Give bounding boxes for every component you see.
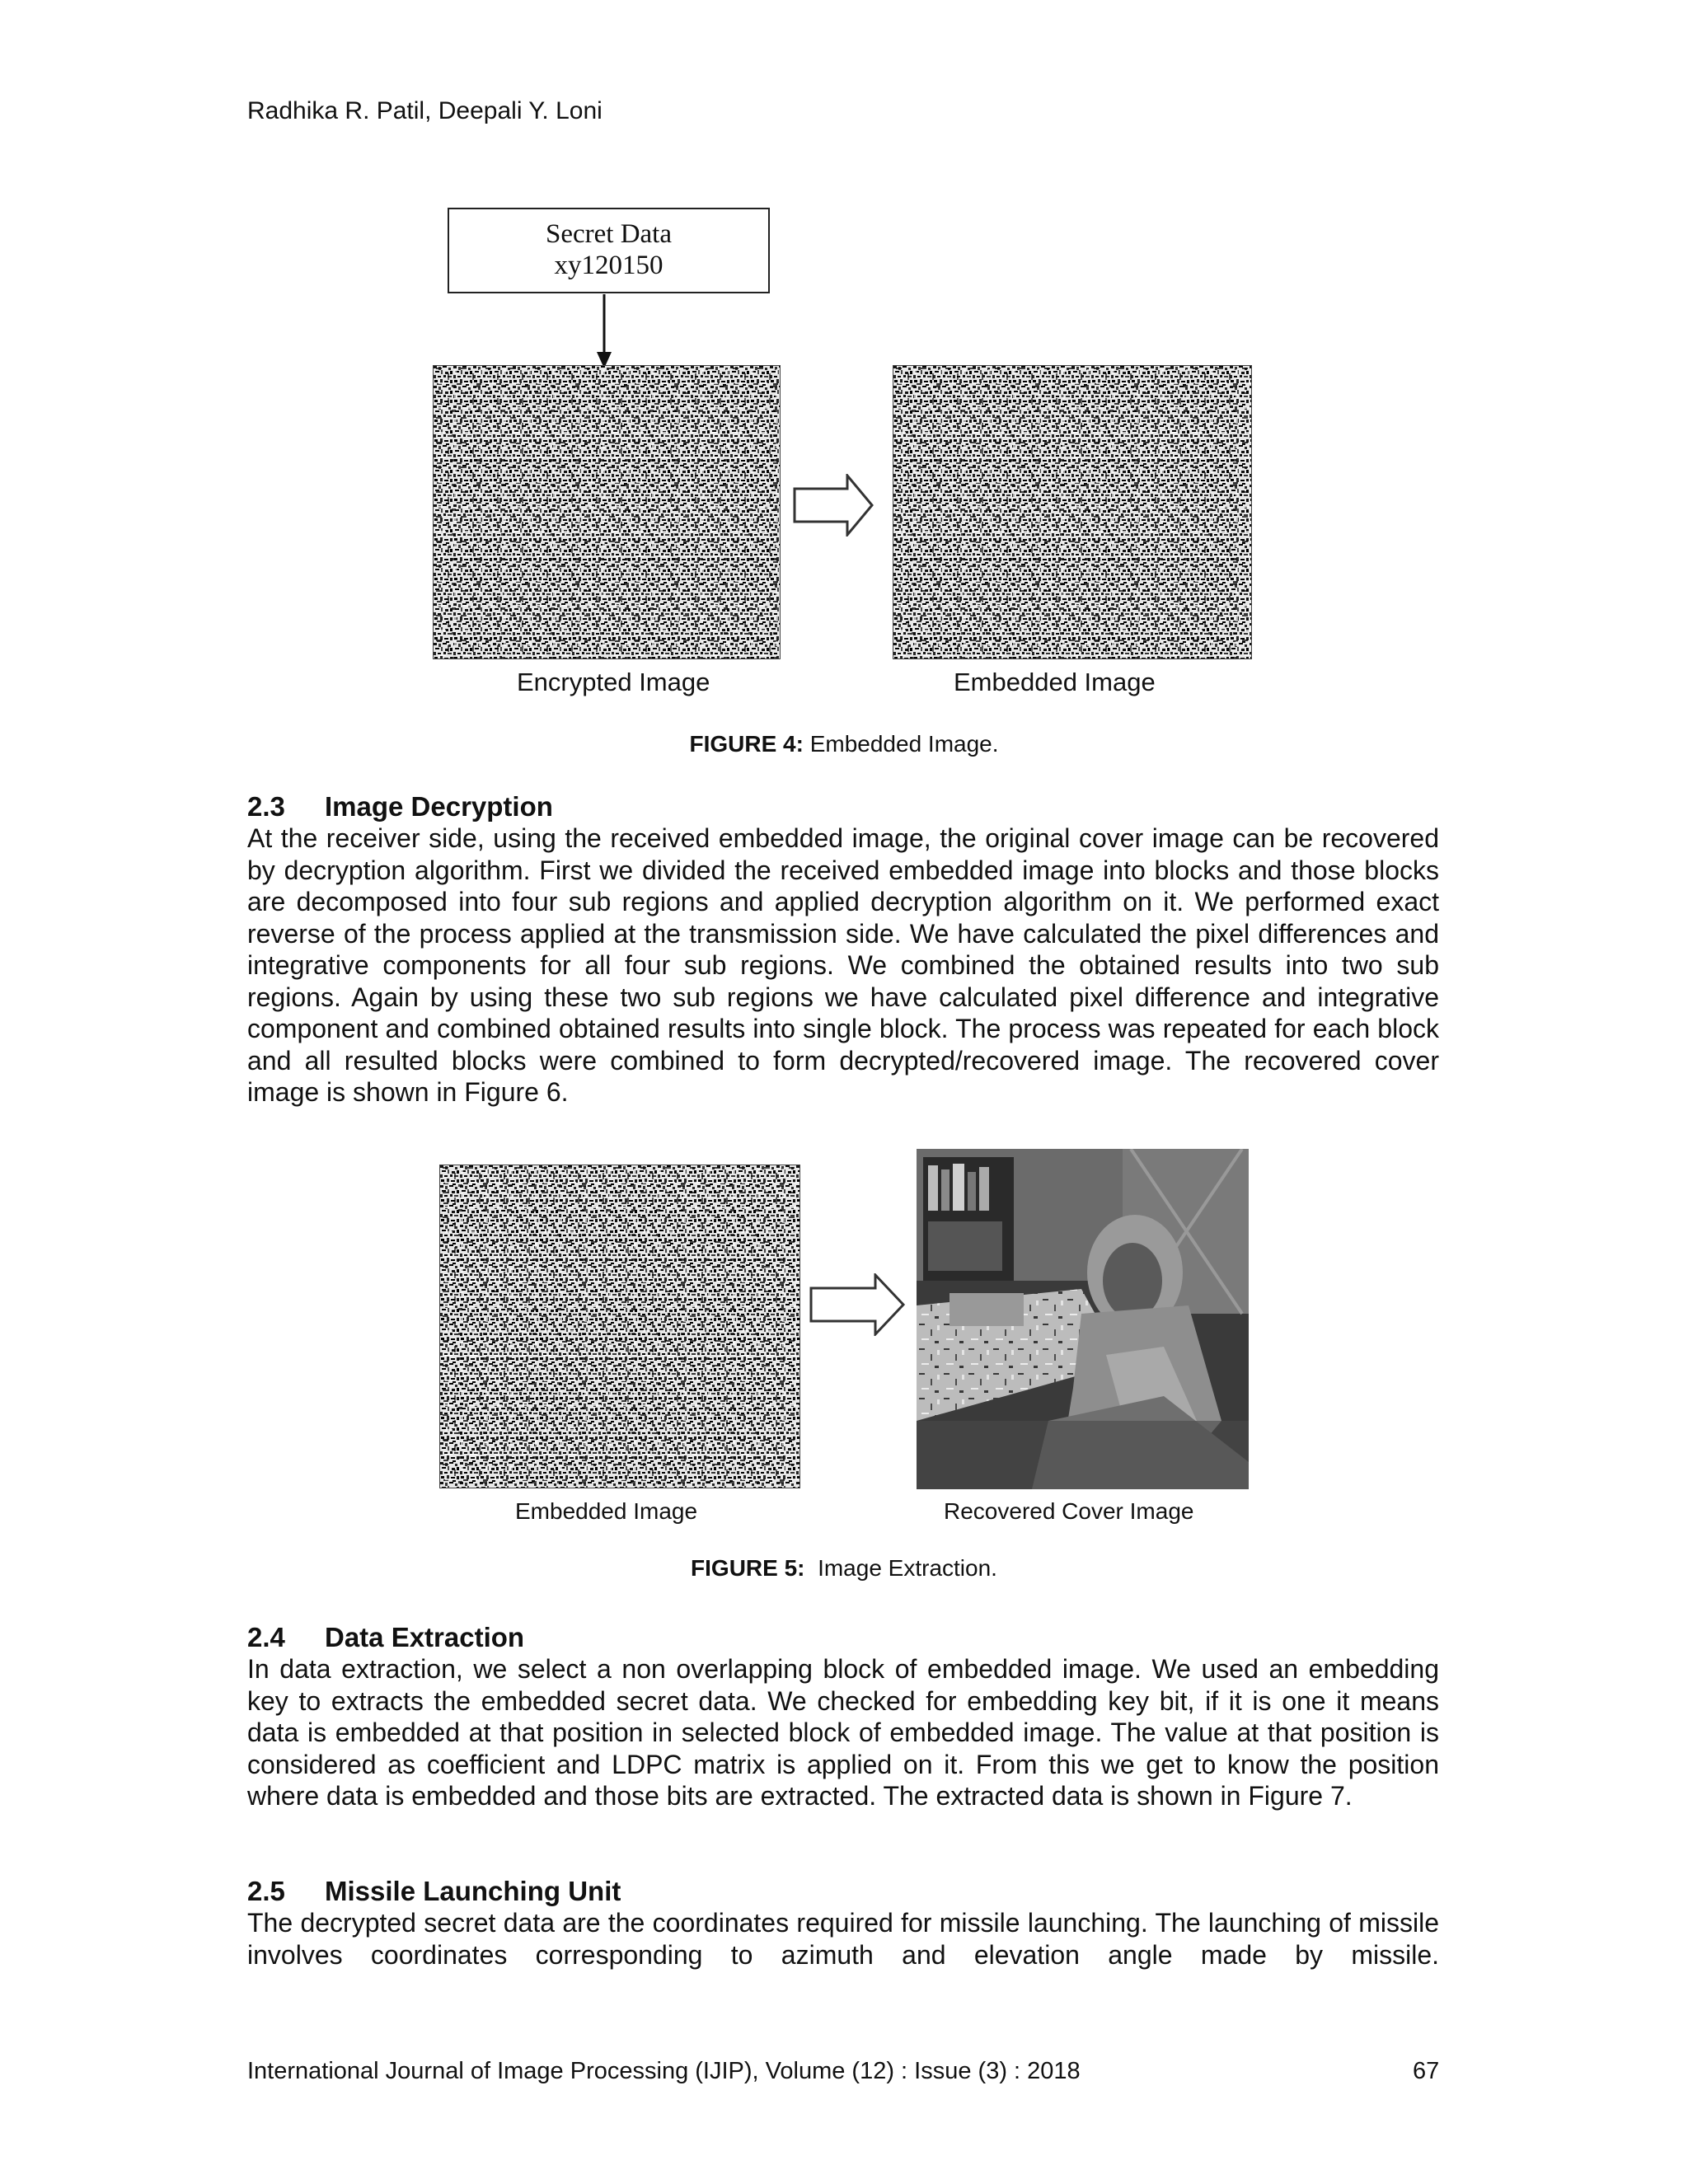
figure-4-caption-text: Embedded Image. xyxy=(803,731,999,757)
encrypted-image xyxy=(433,365,781,659)
section-2-5-paragraph: The decrypted secret data are the coordinates required for missile launching. The launching of missile involves coordinates corresponding to azimuth and elevation angle made by missile. xyxy=(247,1908,1439,1970)
embedded-image-fig5 xyxy=(439,1165,800,1488)
section-title: Missile Launching Unit xyxy=(325,1876,621,1906)
section-heading-2-5 xyxy=(247,1876,621,1907)
recovered-cover-image xyxy=(917,1149,1249,1489)
section-heading-2-4 xyxy=(247,1622,524,1653)
embedded-image-label: Embedded Image xyxy=(954,668,1156,696)
figure-4-caption xyxy=(0,731,1688,757)
section-2-4-paragraph: In data extraction, we select a non overlapping block of embedded image. We used an embedding key to extracts the embedded secret data. We checked for embedding key bit, if it is one it means data is embedded at that position in selected block of embedded image. The value at that position is considered as coefficient and LDPC matrix is applied on it. From this we get to know the position where data is embedded and those bits are extracted. The extracted data is shown in Figure 7. xyxy=(247,1654,1439,1811)
footer-journal-info: International Journal of Image Processing (IJIP), Volume (12) : Issue (3) : 2018 xyxy=(247,2058,1081,2084)
secret-data-value: xy120150 xyxy=(554,251,663,280)
embedded-image-label-fig5: Embedded Image xyxy=(515,1498,698,1524)
section-number: 2.4 xyxy=(247,1622,285,1652)
figure-5-caption-text: Image Extraction. xyxy=(804,1555,997,1581)
figure-4-caption-label: FIGURE 4: xyxy=(689,731,804,757)
secret-data-box xyxy=(448,208,770,293)
secret-data-label: Secret Data xyxy=(546,219,672,249)
section-2-3-paragraph: At the receiver side, using the received embedded image, the original cover image can be recovered by decryption algorithm. First we divided the received embedded image into blocks and those blocks are decomposed into four sub regions and applied decryption algorithm on it. We performed exact reverse of the process applied at the transmission side. We have calculated the pixel differences and integrative components for all four sub regions. We combined the obtained results into two sub regions. Again by using these two sub regions we have calculated pixel difference and integrative component and combined obtained results into single block. The process was repeated for each block and all resulted blocks were combined to form decrypted/recovered image. The recovered cover image is shown in Figure 6. xyxy=(247,823,1439,1107)
right-arrow-icon xyxy=(809,1273,908,1336)
down-arrow-icon xyxy=(577,293,635,371)
page-number: 67 xyxy=(1413,2058,1440,2084)
section-heading-2-3 xyxy=(247,791,553,823)
right-arrow-icon xyxy=(793,474,875,537)
recovered-cover-image-label: Recovered Cover Image xyxy=(944,1498,1194,1524)
section-title: Image Decryption xyxy=(325,791,553,822)
running-header-authors: Radhika R. Patil, Deepali Y. Loni xyxy=(247,97,603,124)
section-number: 2.3 xyxy=(247,791,285,822)
figure-5-caption xyxy=(0,1555,1688,1582)
encrypted-image-label: Encrypted Image xyxy=(517,668,710,696)
section-title: Data Extraction xyxy=(325,1622,525,1652)
figure-5-caption-label: FIGURE 5: xyxy=(691,1555,805,1581)
section-number: 2.5 xyxy=(247,1876,285,1906)
embedded-image xyxy=(893,365,1252,659)
